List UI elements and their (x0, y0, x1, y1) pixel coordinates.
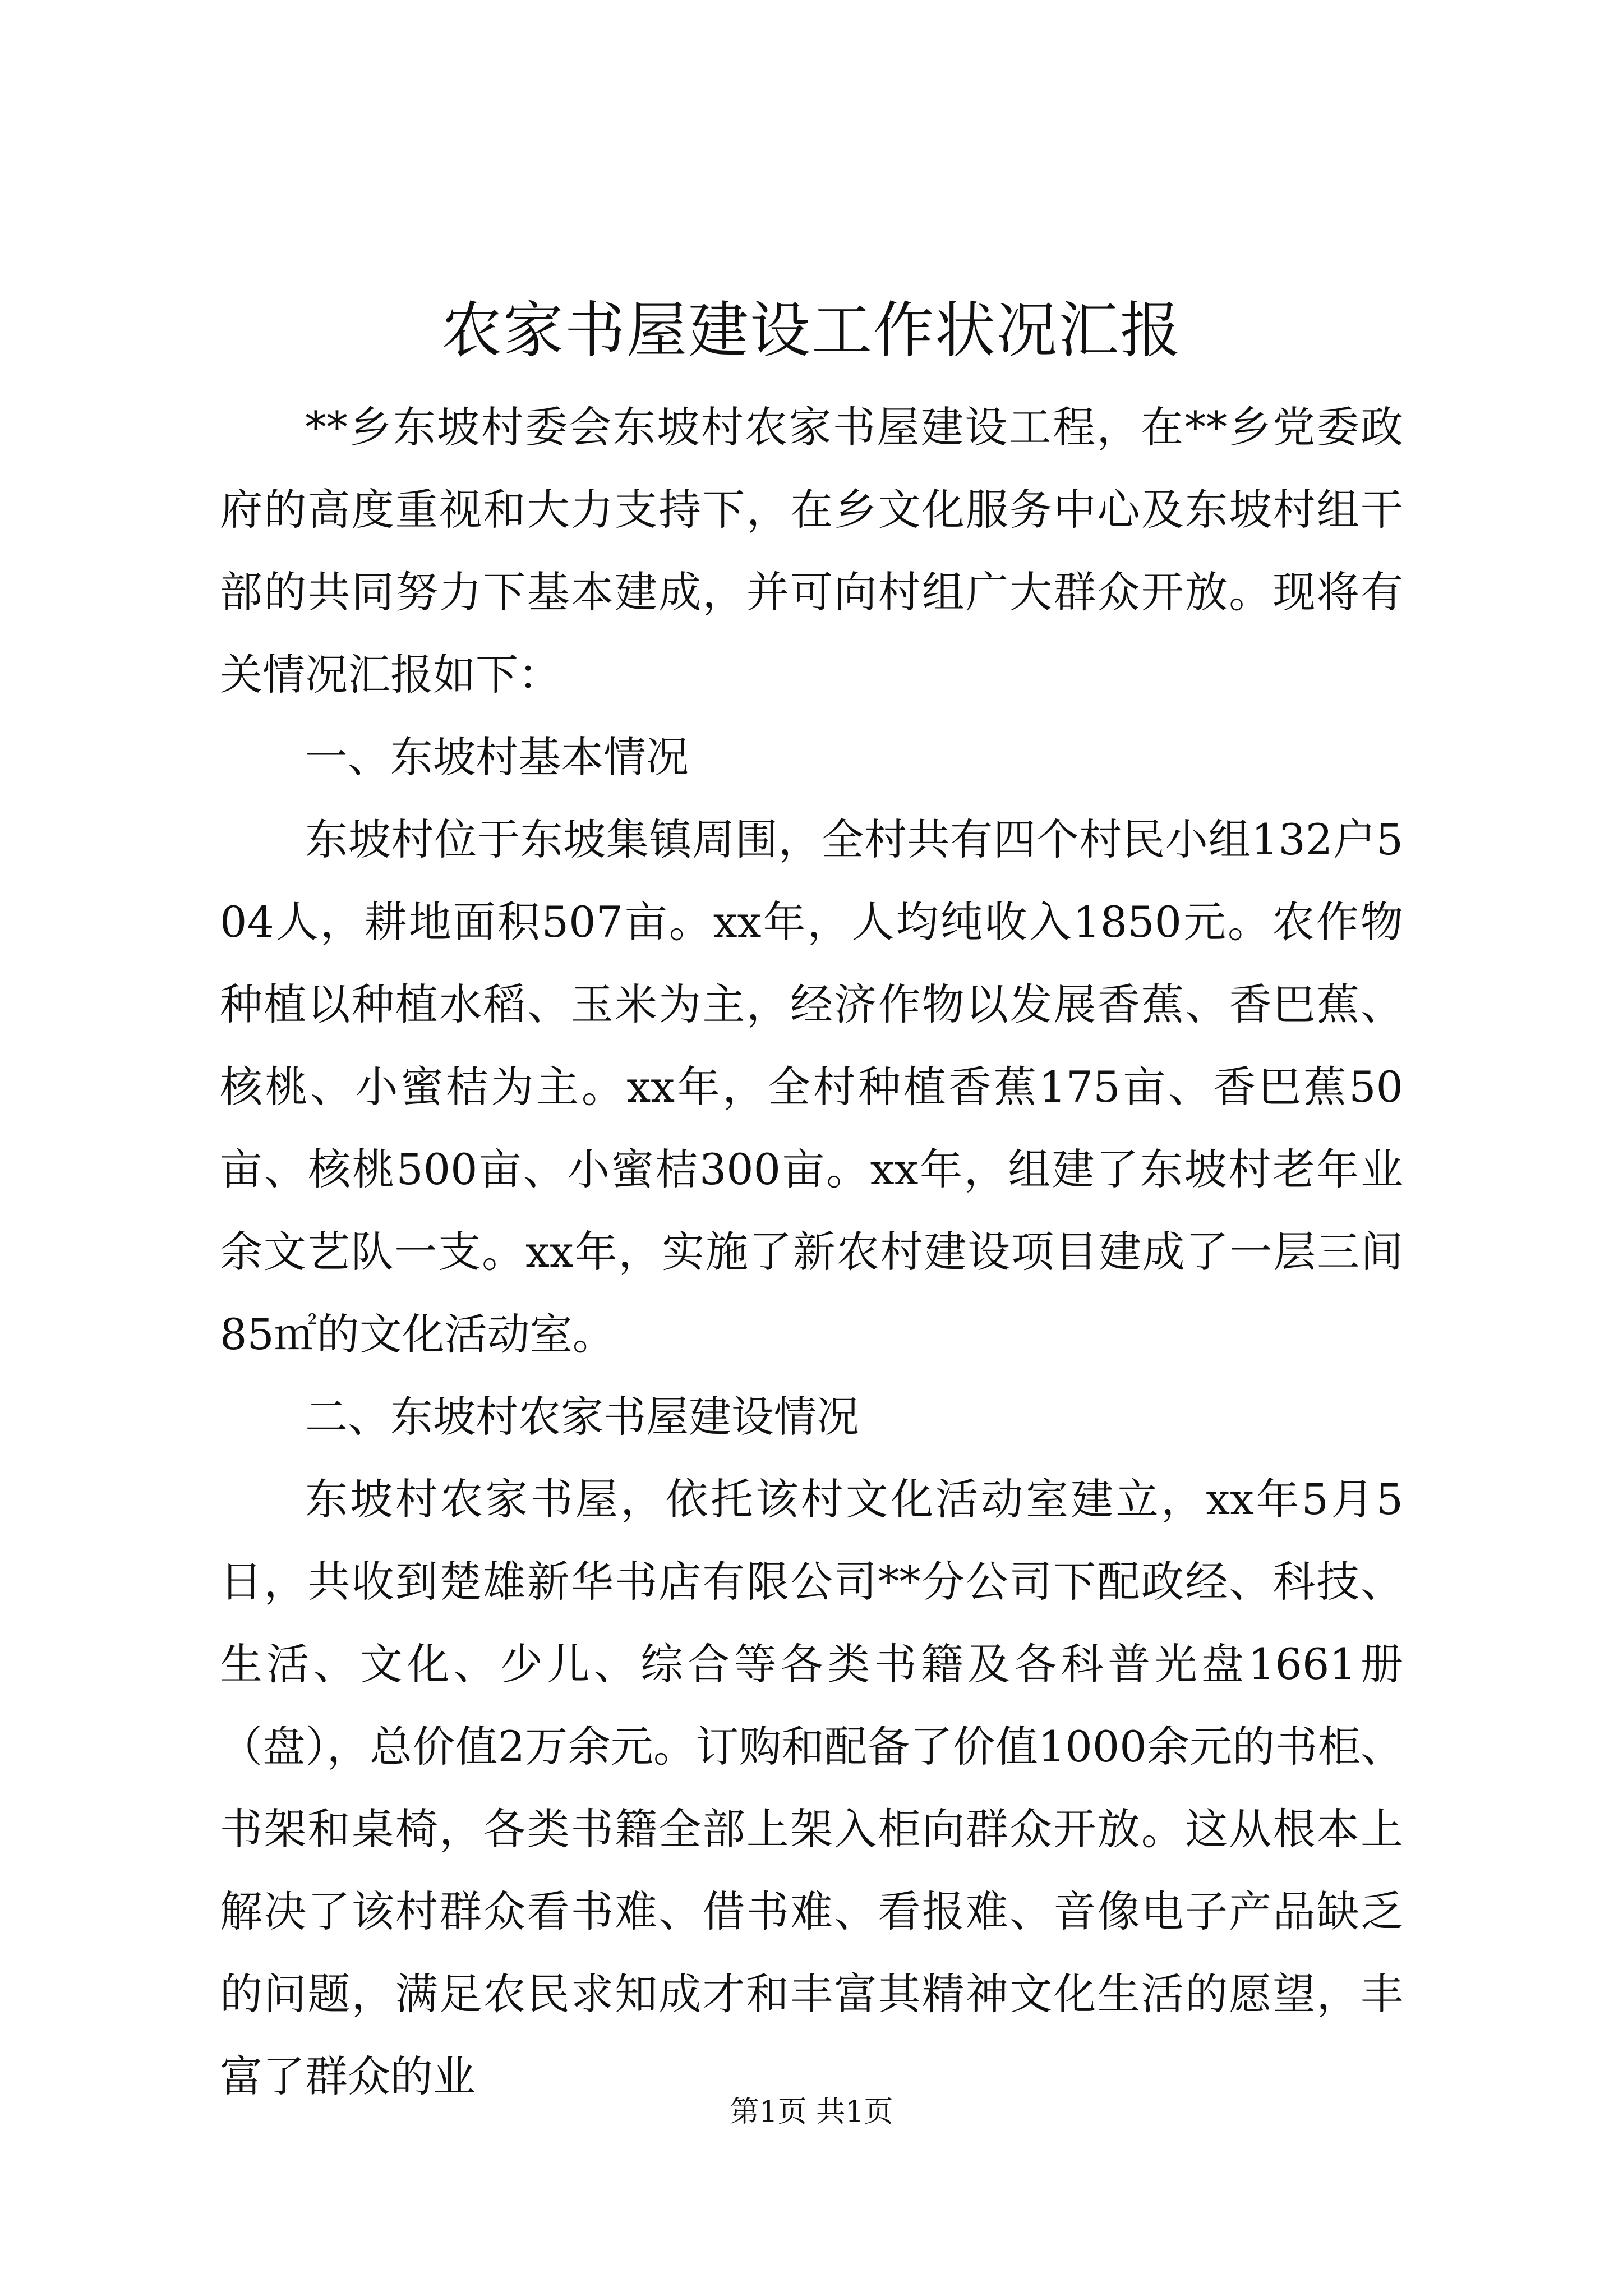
section-heading-2: 二、东坡村农家书屋建设情况 (305, 1392, 859, 1442)
paragraph-intro: **乡东坡村委会东坡村农家书屋建设工程，在**乡党委政府的高度重视和大力支持下，在乡文化服务中心及东坡村组干部的共同努力下基本建成，并可向村组广大群众开放。现将有关情况汇报如下： (220, 402, 1403, 700)
page-number-footer: 第1页 共1页 (730, 2095, 893, 2129)
paragraph-village-info: 东坡村位于东坡集镇周围，全村共有四个村民小组132户504人，耕地面积507亩。xx年，人均纯收入1850元。农作物种植以种植水稻、玉米为主，经济作物以发展香蕉、香巴蕉、核桃、小蜜桔为主。xx年，全村种植香蕉175亩、香巴蕉50亩、核桃500亩、小蜜桔300亩。xx年，组建了东坡村老年业余文艺队一支。xx年，实施了新农村建设项目建成了一层三间85㎡的文化活动室。 (220, 815, 1403, 1359)
document-body (220, 386, 1403, 2118)
document-title: 农家书屋建设工作状况汇报 (441, 296, 1182, 366)
section-heading-1: 一、东坡村基本情况 (305, 732, 689, 782)
paragraph-library-construction: 东坡村农家书屋，依托该村文化活动室建立，xx年5月5日，共收到楚雄新华书店有限公司**分公司下配政经、科技、生活、文化、少儿、综合等各类书籍及各科普光盘1661册（盘），总价值2万余元。订购和配备了价值1000余元的书柜、书架和桌椅，各类书籍全部上架入柜向群众开放。这从根本上解决了该村群众看书难、借书难、看报难、音像电子产品缺乏的问题，满足农民求知成才和丰富其精神文化生活的愿望，丰富了群众的业 (220, 1474, 1403, 2101)
